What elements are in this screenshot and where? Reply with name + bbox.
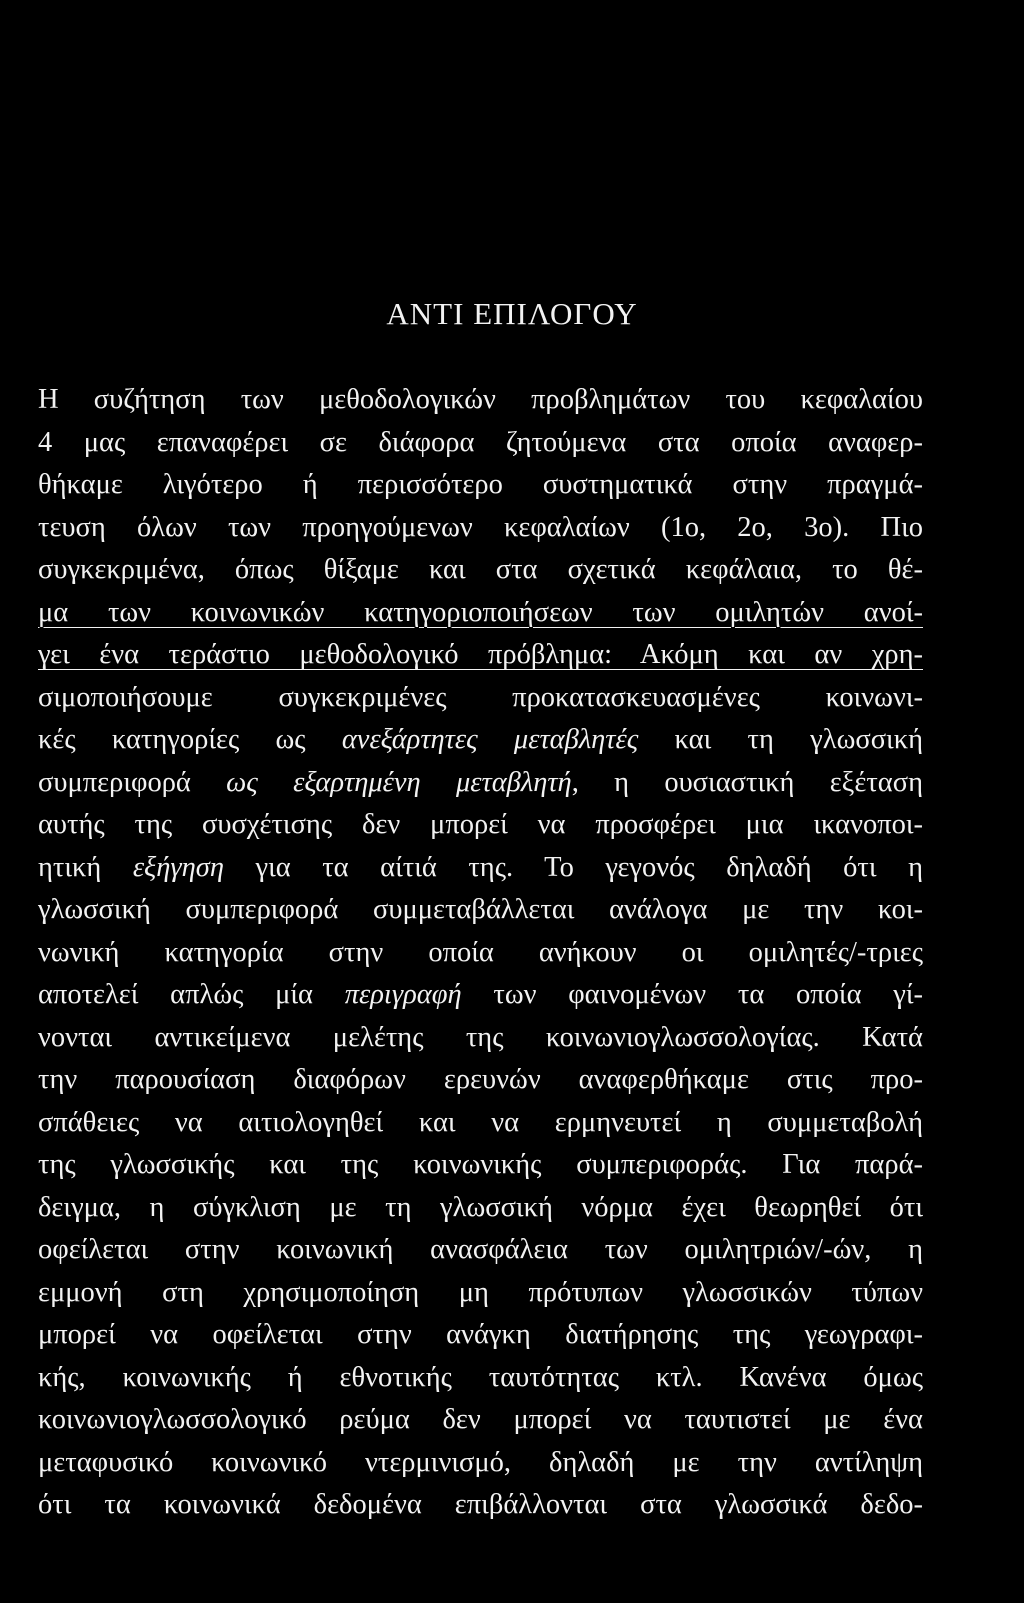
text-line [38,1314,923,1357]
text-segment: κοινωνιογλωσσολογικό ρεύμα δεν μπορεί να ταυτιστεί με ένα [38,1404,923,1435]
text-segment: 4 μας επαναφέρει σε διάφορα ζητούμενα στα οποία αναφερ- [38,426,923,458]
text-segment: και τη γλωσσική [638,724,923,755]
italic-phrase: εξήγηση [132,851,224,883]
italic-phrase: περιγραφή [344,979,462,1010]
text-line [38,634,923,677]
chapter-title: ΑΝΤΙ ΕΠΙΛΟΓΟΥ [386,296,638,331]
text-segment: ότι τα κοινωνικά δεδομένα επιβάλλονται στα γλωσσικά δεδο- [38,1489,923,1520]
text-segment: της γλωσσικής και της κοινωνικής συμπεριφοράς. Για παρά- [38,1149,923,1180]
text-line [38,507,923,550]
text-segment: συμπεριφορά [38,766,227,798]
text-line [38,932,923,975]
text-line [38,1017,923,1060]
text-line [38,1484,923,1527]
text-segment: σιμοποιήσουμε συγκεκριμένες προκατασκευασμένες κοινωνι- [38,681,923,713]
text-line [38,804,923,847]
text-line [38,592,923,635]
text-segment: των φαινομένων τα οποία γί- [461,979,924,1010]
text-line [38,847,923,890]
text-segment: νονται αντικείμενα μελέτης της κοινωνιογλωσσολογίας. Κατά [38,1021,923,1053]
italic-phrase: ανεξάρτητες μεταβλητές [341,724,639,755]
italic-phrase: ως εξαρτημένη μεταβλητή [226,766,572,798]
text-segment: ητική [38,851,133,883]
text-segment: μεταφυσικό κοινωνικό ντερμινισμό, δηλαδή με την αντίληψη [38,1446,923,1478]
text-line [38,549,923,592]
text-segment: κές κατηγορίες ως [38,724,342,755]
text-line [38,889,923,932]
text-segment: εμμονή στη χρησιμοποίηση μη πρότυπων γλωσσικών τύπων [38,1276,923,1308]
body-paragraph [38,379,923,1527]
text-segment: αυτής της συσχέτισης δεν μπορεί να προσφέρει μια ικανοποι- [38,809,923,840]
text-segment: σπάθειες να αιτιολογηθεί και να ερμηνευτεί η συμμεταβολή [38,1106,923,1138]
text-line [38,1357,923,1400]
text-line [38,1187,923,1230]
text-segment: γει ένα τεράστιο μεθοδολογικό πρόβλημα: Ακόμη και αν χρη- [38,639,923,670]
text-segment: γλωσσική συμπεριφορά συμμεταβάλλεται ανάλογα με την κοι- [38,894,923,925]
text-line [38,1102,923,1145]
text-segment: συγκεκριμένα, όπως θίξαμε και στα σχετικά κεφάλαια, το θέ- [38,554,923,585]
text-line [38,1144,923,1187]
text-line [38,379,923,422]
text-segment: θήκαμε λιγότερο ή περισσότερο συστηματικά στην πραγμά- [38,469,923,500]
text-segment: , η ουσιαστική εξέταση [571,766,923,798]
text-segment: οφείλεται στην κοινωνική ανασφάλεια των ομιλητριών/-ών, η [38,1234,923,1265]
text-line [38,1399,923,1442]
text-segment: Η συζήτηση των μεθοδολογικών προβλημάτων του κεφαλαίου [38,384,923,415]
text-line [38,762,923,805]
text-line [38,1229,923,1272]
text-segment: δειγμα, η σύγκλιση με τη γλωσσική νόρμα έχει θεωρηθεί ότι [38,1191,923,1223]
text-segment: μα των κοινωνικών κατηγοριοποιήσεων των ομιλητών ανοί- [38,596,923,628]
text-segment: αποτελεί απλώς μία [38,979,345,1010]
text-segment: την παρουσίαση διαφόρων ερευνών αναφερθήκαμε στις προ- [38,1064,923,1095]
text-line [38,422,923,465]
text-segment: για τα αίτιά της. Το γεγονός δηλαδή ότι η [223,851,923,883]
text-line [38,1442,923,1485]
text-segment: μπορεί να οφείλεται στην ανάγκη διατήρησης της γεωγραφι- [38,1319,923,1350]
text-line [38,1059,923,1102]
text-line [38,1272,923,1315]
text-line [38,974,923,1017]
text-segment: τευση όλων των προηγούμενων κεφαλαίων (1ο, 2ο, 3ο). Πιο [38,511,923,543]
text-segment: κής, κοινωνικής ή εθνοτικής ταυτότητας κτλ. Κανένα όμως [38,1361,923,1393]
text-line [38,464,923,507]
text-line [38,719,923,762]
text-segment: νωνική κατηγορία στην οποία ανήκουν οι ομιλητές/-τριες [38,936,923,968]
text-line [38,677,923,720]
